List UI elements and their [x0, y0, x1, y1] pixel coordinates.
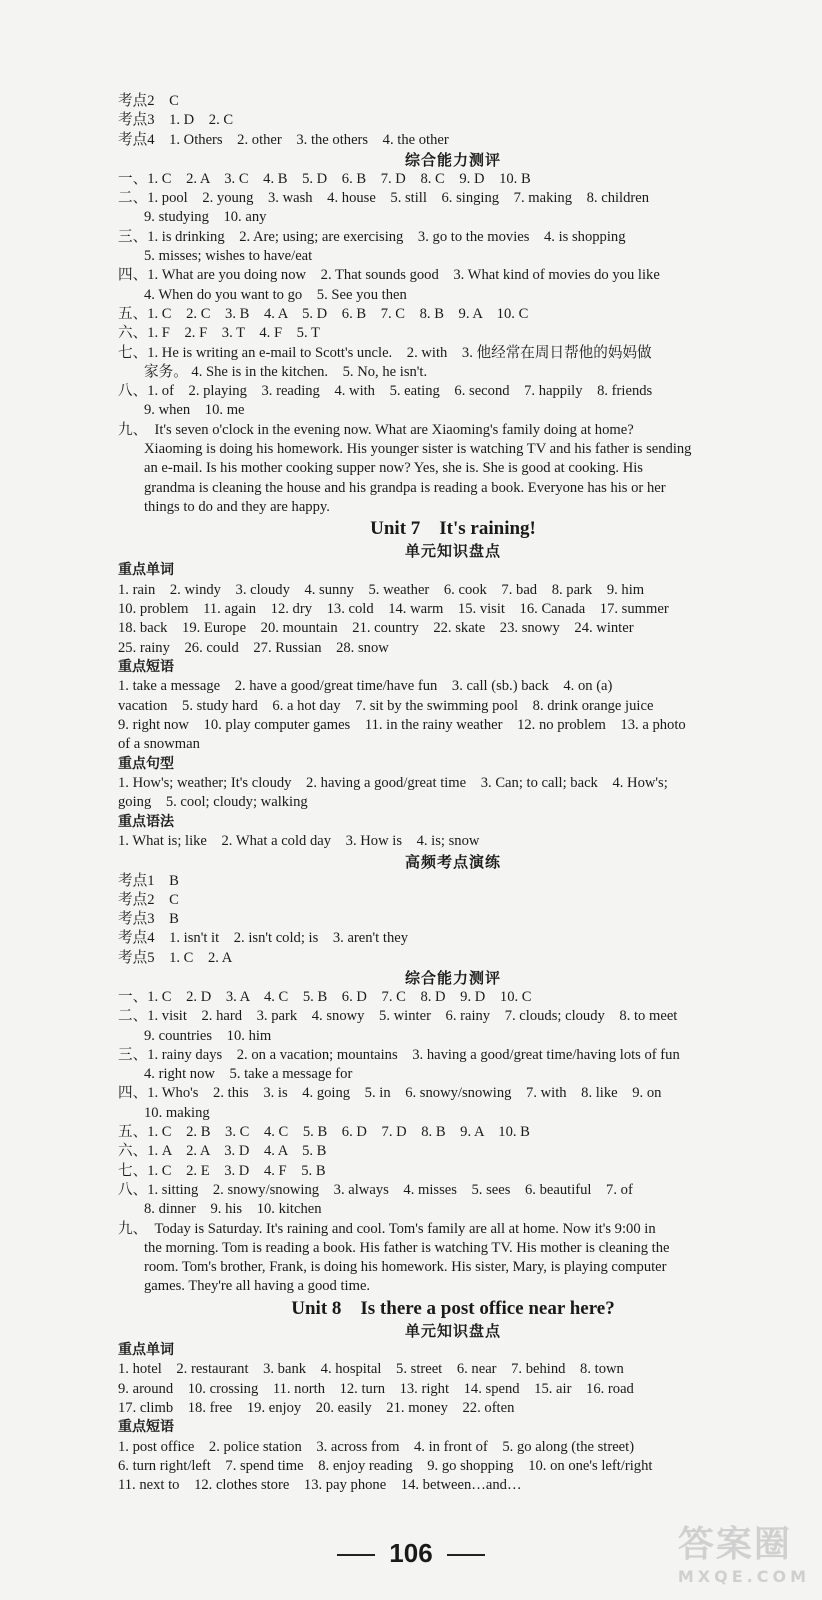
answer-line: 考点3 1. D 2. C — [118, 112, 234, 129]
answer-line: 四、1. Who's 2. this 3. is 4. going 5. in 6. snowy/snowing 7. with 8. like 9. on — [118, 1085, 662, 1102]
answer-line-continued: 8. dinner 9. his 10. kitchen — [144, 1201, 322, 1218]
section-heading: 单元知识盘点 — [404, 542, 501, 561]
section-heading: 综合能力测评 — [404, 968, 501, 987]
subsection-heading: 重点句型 — [118, 755, 174, 772]
subsection-heading: 重点短语 — [118, 658, 174, 675]
answer-line: 二、1. pool 2. young 3. wash 4. house 5. still 6. singing 7. making 8. children — [118, 190, 650, 207]
answer-line-continued: things to do and they are happy. — [144, 498, 330, 515]
answer-line: vacation 5. study hard 6. a hot day 7. sit by the swimming pool 8. drink orange juice — [118, 697, 654, 714]
answer-line-continued: 4. When do you want to go 5. See you then — [144, 286, 407, 303]
answer-line: 考点1 B — [118, 872, 179, 889]
answer-line: 考点4 1. isn't it 2. isn't cold; is 3. aren't they — [118, 930, 409, 947]
answer-line: 二、1. visit 2. hard 3. park 4. snowy 5. winter 6. rainy 7. clouds; cloudy 8. to meet — [118, 1008, 678, 1025]
section-heading: 单元知识盘点 — [404, 1321, 501, 1340]
page-number-right-rule — [447, 1554, 485, 1556]
answer-line: 1. rain 2. windy 3. cloudy 4. sunny 5. weather 6. cook 7. bad 8. park 9. him — [118, 581, 645, 598]
subsection-heading: 重点单词 — [118, 1341, 174, 1358]
answer-line: 八、1. of 2. playing 3. reading 4. with 5. eating 6. second 7. happily 8. friends — [118, 383, 653, 400]
answer-line: 三、1. rainy days 2. on a vacation; mountains 3. having a good/great time/having lots of fun — [118, 1046, 680, 1063]
unit-title: Unit 7 It's raining! — [370, 518, 536, 540]
answer-line-continued: the morning. Tom is reading a book. His father is watching TV. His mother is cleaning the — [144, 1239, 670, 1256]
answer-line: 九、 Today is Saturday. It's raining and cool. Tom's family are all at home. Now it's 9:00 in — [118, 1220, 656, 1237]
answer-line: 九、 It's seven o'clock in the evening now. What are Xiaoming's family doing at home? — [118, 421, 634, 438]
section-heading: 高频考点演练 — [404, 852, 501, 871]
answer-line-continued: Xiaoming is doing his homework. His younger sister is watching TV and his father is sending — [144, 441, 692, 458]
answer-line: of a snowman — [118, 736, 200, 753]
answer-line: 1. How's; weather; It's cloudy 2. having a good/great time 3. Can; to call; back 4. How's; — [118, 775, 668, 792]
answer-content — [118, 92, 788, 1496]
answer-line: 七、1. He is writing an e-mail to Scott's uncle. 2. with 3. 他经常在周日帮他的妈妈做 — [118, 344, 652, 361]
answer-line: 1. What is; like 2. What a cold day 3. How is 4. is; snow — [118, 833, 480, 850]
answer-line-continued: 家务。 4. She is in the kitchen. 5. No, he isn't. — [144, 363, 428, 380]
answer-line-continued: 10. making — [144, 1104, 210, 1121]
answer-line-continued: games. They're all having a good time. — [144, 1278, 371, 1295]
answer-line: 一、1. C 2. D 3. A 4. C 5. B 6. D 7. C 8. D 9. D 10. C — [118, 988, 532, 1005]
answer-line: 1. post office 2. police station 3. across from 4. in front of 5. go along (the street) — [118, 1438, 635, 1455]
page-number-text: 106 — [389, 1538, 433, 1568]
answer-line: 五、1. C 2. B 3. C 4. C 5. B 6. D 7. D 8. B 9. A 10. B — [118, 1124, 530, 1141]
answer-line: 七、1. C 2. E 3. D 4. F 5. B — [118, 1162, 326, 1179]
answer-line: 6. turn right/left 7. spend time 8. enjoy reading 9. go shopping 10. on one's left/right — [118, 1457, 653, 1474]
answer-line: 六、1. F 2. F 3. T 4. F 5. T — [118, 325, 320, 342]
subsection-heading: 重点单词 — [118, 562, 174, 579]
unit-title: Unit 8 Is there a post office near here? — [291, 1297, 615, 1319]
answer-line: 11. next to 12. clothes store 13. pay phone 14. between…and… — [118, 1477, 522, 1494]
subsection-heading: 重点短语 — [118, 1419, 174, 1436]
answer-line: 考点4 1. Others 2. other 3. the others 4. the other — [118, 131, 449, 148]
watermark-text: 答案圈 — [677, 1524, 792, 1565]
answer-line: 六、1. A 2. A 3. D 4. A 5. B — [118, 1143, 327, 1160]
answer-line: 1. hotel 2. restaurant 3. bank 4. hospital 5. street 6. near 7. behind 8. town — [118, 1361, 624, 1378]
answer-line-continued: an e-mail. Is his mother cooking supper now? Yes, she is. She is good at cooking. His — [144, 460, 643, 477]
answer-line: 三、1. is drinking 2. Are; using; are exercising 3. go to the movies 4. is shopping — [118, 228, 626, 245]
answer-line: 四、1. What are you doing now 2. That sounds good 3. What kind of movies do you like — [118, 267, 660, 284]
answer-line: 9. right now 10. play computer games 11. in the rainy weather 12. no problem 13. a photo — [118, 717, 686, 734]
page-number-left-rule — [337, 1554, 375, 1556]
answer-line: going 5. cool; cloudy; walking — [118, 794, 308, 811]
answer-line: 八、1. sitting 2. snowy/snowing 3. always 4. misses 5. sees 6. beautiful 7. of — [118, 1181, 633, 1198]
answer-line-continued: 9. studying 10. any — [144, 209, 267, 226]
watermark-url: MXQE.COM — [677, 1567, 810, 1586]
answer-line-continued: room. Tom's brother, Frank, is doing his homework. His sister, Mary, is playing computer — [144, 1259, 667, 1276]
answer-line: 考点2 C — [118, 891, 179, 908]
answer-line: 五、1. C 2. C 3. B 4. A 5. D 6. B 7. C 8. B 9. A 10. C — [118, 305, 529, 322]
answer-line: 25. rainy 26. could 27. Russian 28. snow — [118, 639, 389, 656]
answer-line: 1. take a message 2. have a good/great time/have fun 3. call (sb.) back 4. on (a) — [118, 678, 613, 695]
answer-line: 18. back 19. Europe 20. mountain 21. country 22. skate 23. snowy 24. winter — [118, 620, 634, 637]
answer-line-continued: grandma is cleaning the house and his grandpa is reading a book. Everyone has his or her — [144, 479, 666, 496]
subsection-heading: 重点语法 — [118, 813, 174, 830]
answer-line-continued: 9. countries 10. him — [144, 1027, 272, 1044]
answer-line: 考点3 B — [118, 911, 179, 928]
watermark-logo — [678, 1516, 810, 1586]
section-heading: 综合能力测评 — [404, 150, 501, 169]
answer-line-continued: 4. right now 5. take a message for — [144, 1066, 353, 1083]
answer-line: 考点2 C — [118, 93, 179, 109]
answer-line: 一、1. C 2. A 3. C 4. B 5. D 6. B 7. D 8. C 9. D 10. B — [118, 170, 531, 187]
answer-line: 17. climb 18. free 19. enjoy 20. easily 21. money 22. often — [118, 1399, 515, 1416]
answer-line-continued: 5. misses; wishes to have/eat — [144, 248, 313, 265]
answer-line: 9. around 10. crossing 11. north 12. turn 13. right 14. spend 15. air 16. road — [118, 1380, 634, 1397]
answer-line: 10. problem 11. again 12. dry 13. cold 14. warm 15. visit 16. Canada 17. summer — [118, 601, 669, 618]
answer-line-continued: 9. when 10. me — [144, 402, 245, 419]
answer-line: 考点5 1. C 2. A — [118, 949, 233, 966]
